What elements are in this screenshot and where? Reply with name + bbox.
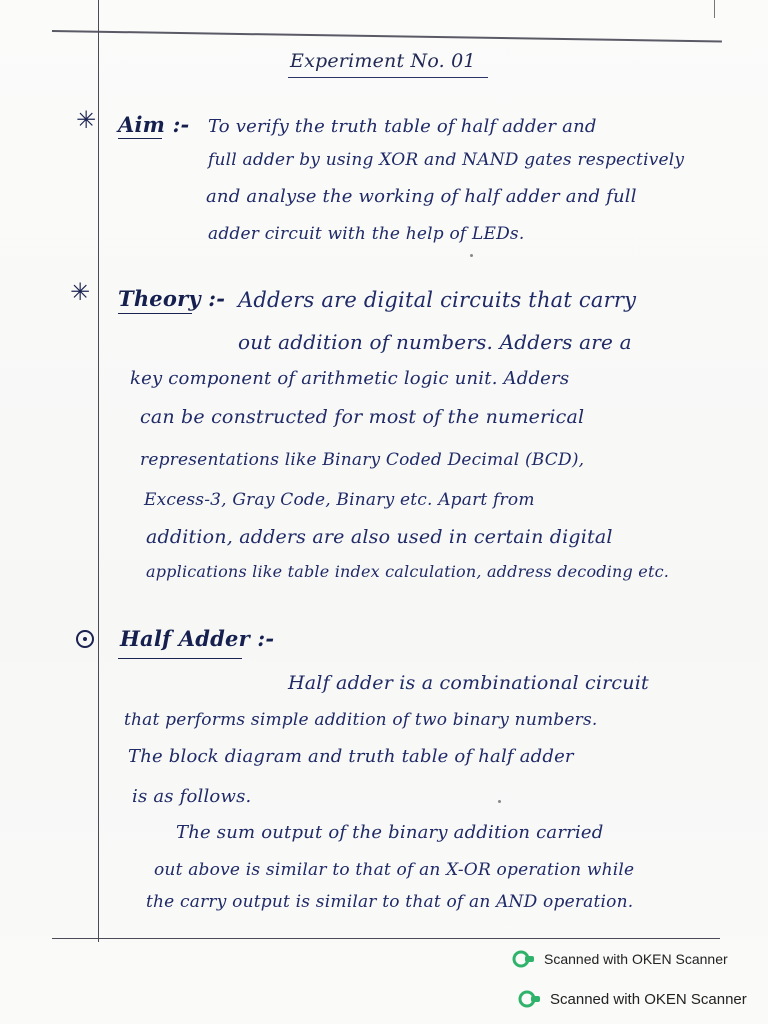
theory-line: out addition of numbers. Adders are a: [238, 330, 632, 354]
aim-line: and analyse the working of half adder and full: [206, 186, 637, 207]
bottom-rule: [52, 938, 720, 939]
right-edge-mark: [714, 0, 715, 18]
star-bullet-icon: ✳: [76, 106, 97, 134]
theory-line: key component of arithmetic logic unit. Adders: [130, 368, 570, 389]
aim-heading: Aim :-: [118, 112, 190, 137]
margin-rule: [98, 0, 99, 942]
top-rule: [52, 30, 722, 43]
page-title: Experiment No. 01: [290, 50, 476, 72]
theory-heading: Theory :-: [118, 286, 226, 311]
half-adder-line: that performs simple addition of two binary numbers.: [124, 710, 598, 730]
theory-line: addition, adders are also used in certain digital: [146, 526, 613, 548]
theory-line: Excess-3, Gray Code, Binary etc. Apart from: [144, 490, 535, 510]
title-underline: [288, 77, 488, 78]
theory-line: can be constructed for most of the numerical: [140, 406, 585, 428]
theory-line: applications like table index calculation, address decoding etc.: [146, 562, 670, 581]
aim-line: adder circuit with the help of LEDs.: [208, 224, 525, 244]
half-adder-heading: Half Adder :-: [120, 626, 275, 651]
half-adder-line: The block diagram and truth table of half adder: [128, 746, 574, 767]
aim-underline: [118, 138, 162, 139]
half-adder-line: the carry output is similar to that of an AND operation.: [146, 892, 634, 912]
circle-bullet-icon: [76, 630, 94, 648]
oken-logo-icon: [512, 950, 536, 968]
watermark-text: Scanned with OKEN Scanner: [550, 990, 747, 1008]
half-adder-line: is as follows.: [132, 786, 252, 807]
half-adder-line: The sum output of the binary addition carried: [176, 822, 604, 843]
theory-line: representations like Binary Coded Decimal (BCD),: [140, 450, 585, 470]
watermark-text: Scanned with OKEN Scanner: [544, 951, 728, 967]
ink-speck: [498, 800, 501, 803]
aim-line: To verify the truth table of half adder and: [208, 116, 597, 137]
ink-speck: [470, 254, 473, 257]
theory-underline: [118, 313, 192, 314]
half-adder-underline: [118, 658, 242, 659]
theory-line: Adders are digital circuits that carry: [238, 288, 637, 312]
half-adder-line: Half adder is a combinational circuit: [288, 672, 649, 694]
star-bullet-icon: ✳: [70, 278, 91, 306]
scanner-watermark: [512, 950, 728, 968]
half-adder-line: out above is similar to that of an X-OR operation while: [154, 860, 635, 880]
scanner-watermark: [518, 990, 747, 1008]
oken-logo-icon: [518, 990, 542, 1008]
aim-line: full adder by using XOR and NAND gates respectively: [208, 150, 685, 170]
